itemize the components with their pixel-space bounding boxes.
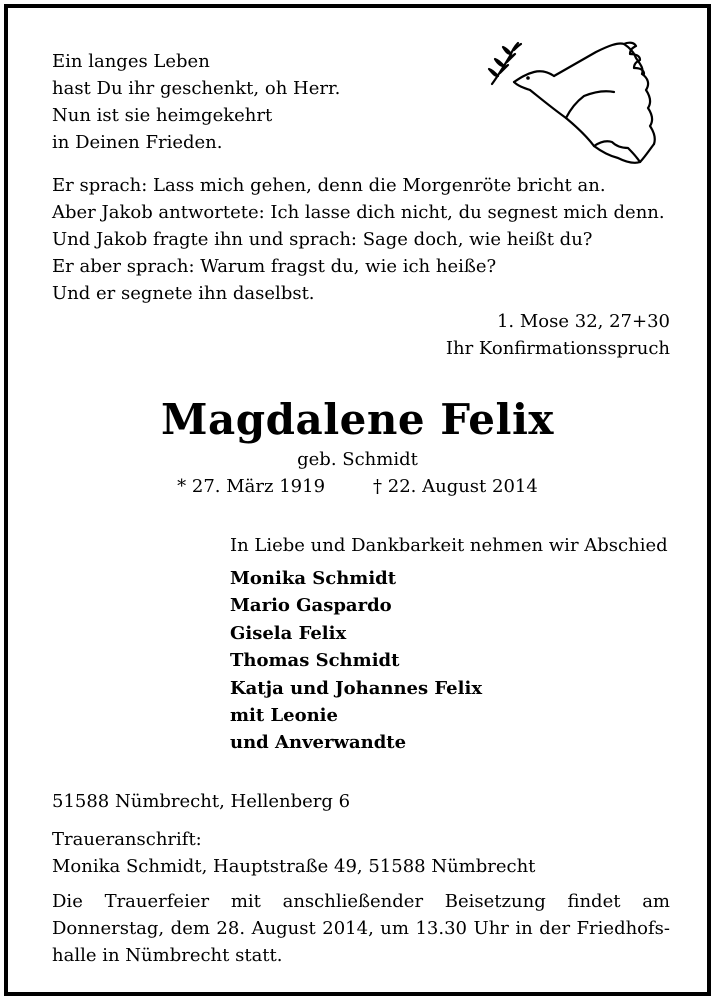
mourner: Monika Schmidt (230, 568, 397, 589)
life-dates (8, 473, 707, 500)
verse-note: Ihr Konfirmationsspruch (445, 338, 670, 359)
verse-line: Und er segnete ihn daselbst. (52, 283, 315, 304)
poem (52, 48, 452, 156)
service-line: Die Trauerfeier mit anschließender Beisetzung findet am (52, 891, 670, 912)
mourner: Thomas Schmidt (230, 650, 400, 672)
mourners-list (230, 565, 482, 757)
verse-line: Aber Jakob antwortete: Ich lasse dich nicht, du segnest mich denn. (52, 202, 665, 223)
mourner: und Anverwandte (230, 732, 407, 754)
verse-line: Er aber sprach: Warum fragst du, wie ich heiße? (52, 256, 497, 277)
mourning-address-label: Traueranschrift: (52, 829, 202, 850)
farewell-text: In Liebe und Dankbarkeit nehmen wir Abschied (230, 535, 668, 556)
mourner: mit Leonie (230, 705, 338, 727)
service-line: halle in Nümbrecht statt. (52, 945, 283, 966)
poem-line: hast Du ihr geschenkt, oh Herr. (52, 78, 341, 99)
verse-line: Er sprach: Lass mich gehen, denn die Morgenröte bricht an. (52, 175, 606, 196)
poem-line: Ein langes Leben (52, 51, 210, 72)
poem-line: Nun ist sie heimgekehrt (52, 105, 273, 126)
home-address: 51588 Nümbrecht, Hellenberg 6 (52, 791, 351, 812)
mourner: Gisela Felix (230, 622, 347, 644)
death-date: † 22. August 2014 (373, 476, 538, 497)
bible-verse (52, 172, 682, 307)
mourning-address (52, 826, 535, 880)
poem-line: in Deinen Frieden. (52, 132, 223, 153)
obituary-card (4, 4, 711, 996)
birth-date: * 27. März 1919 (177, 476, 326, 497)
dove-with-olive-branch-icon (484, 38, 684, 168)
deceased-name: Magdalene Felix (161, 395, 554, 444)
service-info (52, 888, 670, 969)
mourner: Mario Gaspardo (230, 595, 392, 617)
verse-line: Und Jakob fragte ihn und sprach: Sage doch, wie heißt du? (52, 229, 593, 250)
maiden-name: geb. Schmidt (297, 449, 418, 470)
mourner: Katja und Johannes Felix (230, 677, 483, 699)
verse-source: 1. Mose 32, 27+30 (496, 311, 670, 332)
service-line: Donnerstag, dem 28. August 2014, um 13.30 Uhr in der Friedhofs- (52, 918, 670, 939)
mourning-address-value: Monika Schmidt, Hauptstraße 49, 51588 Nümbrecht (52, 856, 536, 877)
verse-reference (446, 308, 670, 362)
